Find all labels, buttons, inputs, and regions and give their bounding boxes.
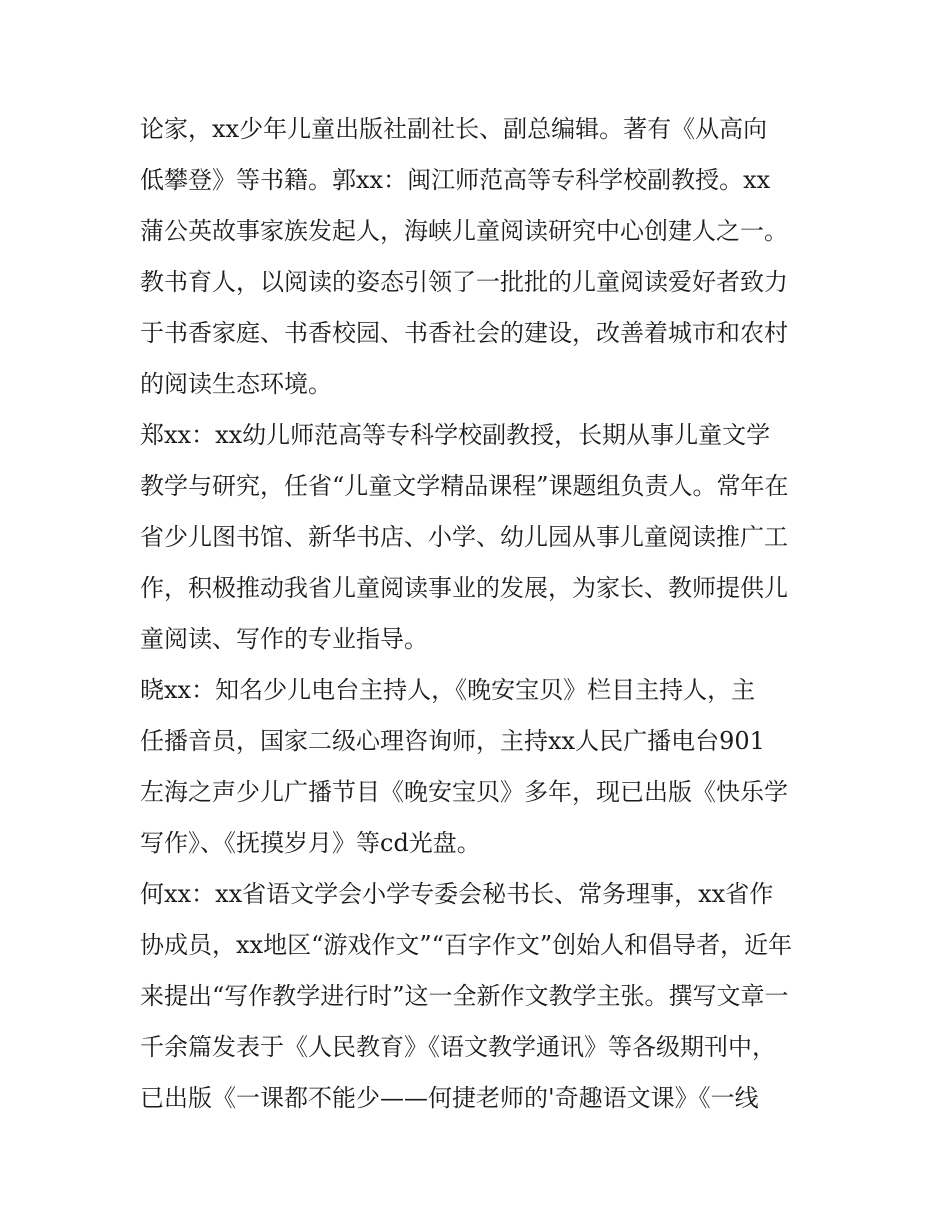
text-line: 任播音员，国家二级心理咨询师，主持xx人民广播电台901 [140, 727, 765, 755]
text-line: 何xx：xx省语文学会小学专委会秘书长、常务理事，xx省作 [140, 880, 774, 908]
body-text [140, 104, 820, 1124]
text-line: 晓xx：知名少儿电台主持人，《晚安宝贝》栏目主持人，主 [140, 676, 756, 704]
text-line: 蒲公英故事家族发起人，海峡儿童阅读研究中心创建人之一。 [140, 217, 788, 245]
text-line: 的阅读生态环境。 [140, 370, 332, 398]
text-line: 已出版《一课都不能少——何捷老师的'奇趣语文课》《一线 [140, 1084, 759, 1112]
text-line: 写作》、《抚摸岁月》等cd光盘。 [140, 829, 481, 857]
text-line: 来提出“写作教学进行时”这一全新作文教学主张。撰写文章一 [140, 982, 789, 1010]
text-line: 省少儿图书馆、新华书店、小学、幼儿园从事儿童阅读推广工 [140, 523, 788, 551]
text-line: 左海之声少儿广播节目《晚安宝贝》多年，现已出版《快乐学 [140, 778, 788, 806]
text-line: 作，积极推动我省儿童阅读事业的发展，为家长、教师提供儿 [140, 574, 788, 602]
text-line: 论家，xx少年儿童出版社副社长、副总编辑。著有《从高向 [140, 115, 768, 143]
text-line: 童阅读、写作的专业指导。 [140, 625, 428, 653]
text-line: 协成员，xx地区“游戏作文”“百字作文”创始人和倡导者，近年 [140, 931, 793, 959]
text-line: 低攀登》等书籍。郭xx：闽江师范高等专科学校副教授。xx [140, 166, 771, 194]
text-line: 教书育人，以阅读的姿态引领了一批批的儿童阅读爱好者致力 [140, 268, 788, 296]
text-line: 郑xx：xx幼儿师范高等专科学校副教授，长期从事儿童文学 [140, 421, 771, 449]
text-line: 教学与研究，任省“儿童文学精品课程”课题组负责人。常年在 [140, 472, 789, 500]
text-line: 于书香家庭、书香校园、书香社会的建设，改善着城市和农村 [140, 319, 788, 347]
text-line: 千余篇发表于《人民教育》《语文教学通讯》等各级期刊中， [140, 1033, 776, 1061]
